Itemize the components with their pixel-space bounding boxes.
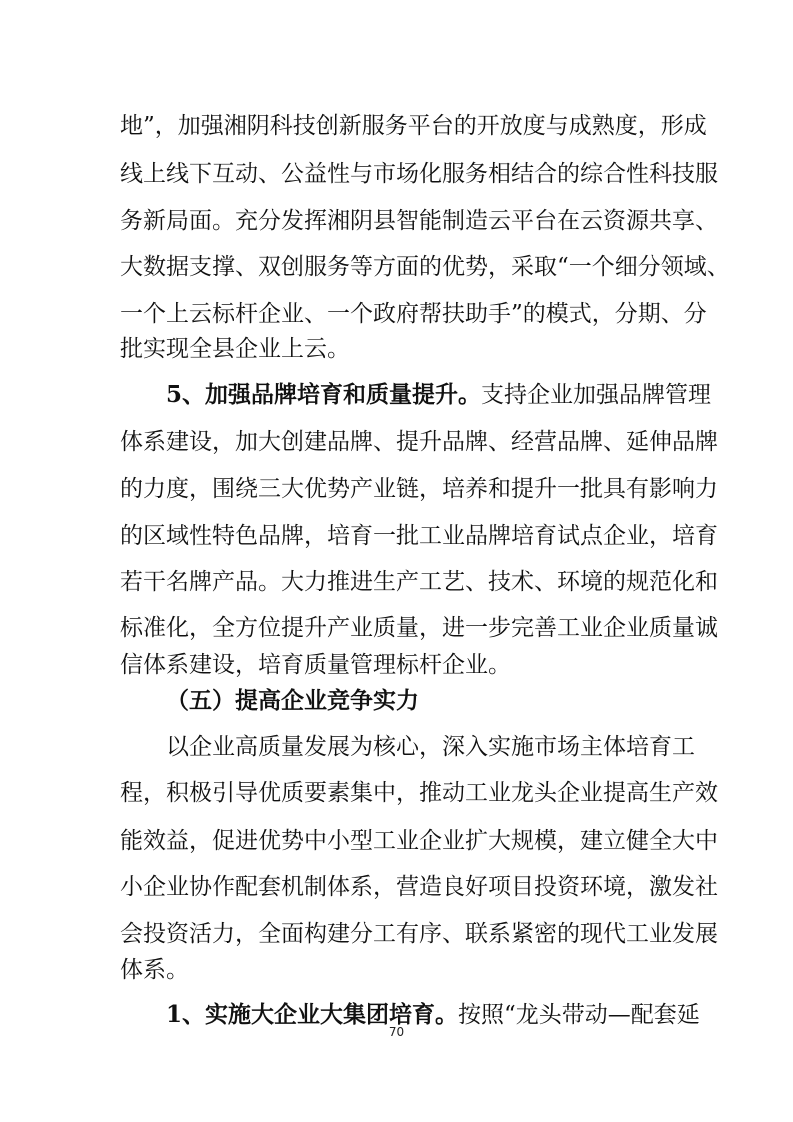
paragraph-line: 一个上云标杆企业、一个政府帮扶助手”的模式，分期、分 — [120, 301, 707, 327]
section-5-first-line-text: 支持企业加强品牌管理 — [481, 382, 712, 408]
paragraph-line: 会投资活力，全面构建分工有序、联系紧密的现代工业发展 — [120, 921, 718, 947]
paragraph-line: 以企业高质量发展为核心，深入实施市场主体培育工 — [166, 734, 695, 760]
section-heading: （五）提高企业竞争实力 — [166, 687, 419, 714]
paragraph-line: 体系建设，加大创建品牌、提升品牌、经营品牌、延伸品牌 — [120, 429, 718, 455]
section-1-heading: 1、实施大企业大集团培育。 — [166, 1001, 459, 1028]
paragraph-line: 地”，加强湘阴科技创新服务平台的开放度与成熟度，形成 — [120, 113, 707, 139]
paragraph-line: 体系。 — [120, 957, 189, 983]
paragraph-line: 信体系建设，培育质量管理标杆企业。 — [120, 652, 511, 678]
paragraph-line: 大数据支撑、双创服务等方面的优势，采取“一个细分领域、 — [120, 254, 730, 280]
paragraph-line: 务新局面。充分发挥湘阴县智能制造云平台在云资源共享、 — [120, 208, 718, 234]
paragraph-line: 标准化，全方位提升产业质量，进一步完善工业企业质量诚 — [120, 615, 718, 641]
paragraph-line: 批实现全县企业上云。 — [120, 336, 350, 362]
paragraph-line: 线上线下互动、公益性与市场化服务相结合的综合性科技服 — [120, 161, 718, 187]
section-1-first-line-text: 按照“龙头带动—配套延 — [458, 1002, 700, 1028]
page-number: 70 — [388, 1025, 405, 1039]
section-5-heading: 5、加强品牌培育和质量提升。 — [166, 381, 482, 408]
paragraph-line: 程，积极引导优质要素集中，推动工业龙头企业提高生产效 — [120, 780, 718, 806]
paragraph-line: 的区域性特色品牌，培育一批工业品牌培育试点企业，培育 — [120, 523, 718, 549]
paragraph-line: 小企业协作配套机制体系，营造良好项目投资环境，激发社 — [120, 874, 718, 900]
paragraph-line: 若干名牌产品。大力推进生产工艺、技术、环境的规范化和 — [120, 569, 718, 595]
section-5-first-line — [166, 380, 712, 410]
paragraph-line: 能效益，促进优势中小型工业企业扩大规模，建立健全大中 — [120, 828, 718, 854]
paragraph-line: 的力度，围绕三大优势产业链，培养和提升一批具有影响力 — [120, 476, 718, 502]
